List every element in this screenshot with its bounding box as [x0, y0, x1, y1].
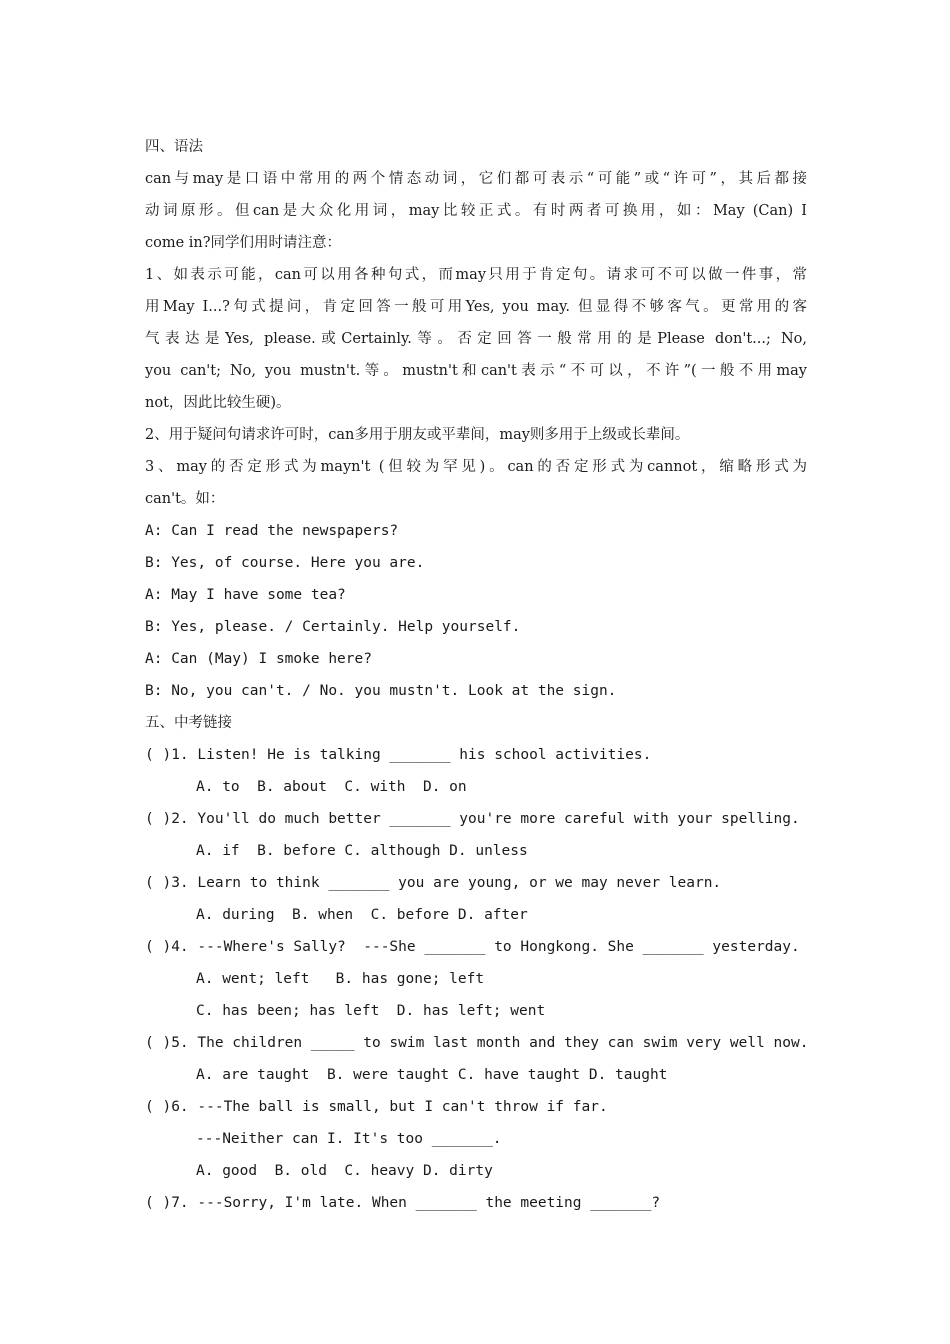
dialog-line: A: May I have some tea? [145, 587, 346, 603]
grammar-point1-line: you can't; No, you mustn't.等。mustn't和can't表示“不可以，不许”(一般不用may [145, 363, 807, 379]
grammar-point2: 2、用于疑问句请求许可时，can多用于朋友或平辈间，may则多用于上级或长辈间。 [145, 427, 690, 443]
dialog-line: B: Yes, of course. Here you are. [145, 555, 425, 571]
grammar-point1-line: 用May I...?句式提问，肯定回答一般可用Yes, you may. 但显得不够客气。更常用的客 [145, 299, 807, 315]
question-options: ---Neither can I. It's too _______. [196, 1131, 502, 1147]
question-stem: ( )7. ---Sorry, I'm late. When _______ the meeting _______? [145, 1195, 661, 1211]
exam-heading: 五、中考链接 [145, 715, 232, 731]
grammar-intro-line: come in?同学们用时请注意： [145, 235, 342, 251]
question-stem: ( )2. You'll do much better _______ you're more careful with your spelling. [145, 811, 800, 827]
grammar-point1-line: not，因此比较生硬)。 [145, 395, 291, 411]
grammar-point1-line: 1、如表示可能，can可以用各种句式，而may只用于肯定句。请求可不可以做一件事，常 [145, 267, 807, 283]
question-options: A. good B. old C. heavy D. dirty [196, 1163, 493, 1179]
grammar-point3-line: 3、may的否定形式为mayn't (但较为罕见)。can的否定形式为cannot，缩略形式为 [145, 459, 807, 475]
question-stem: ( )3. Learn to think _______ you are young, or we may never learn. [145, 875, 722, 891]
grammar-heading: 四、语法 [145, 139, 203, 155]
question-stem: ( )4. ---Where's Sally? ---She _______ to Hongkong. She _______ yesterday. [145, 939, 800, 955]
question-stem: ( )5. The children _____ to swim last month and they can swim very well now. [145, 1035, 809, 1051]
question-options: A. went; left B. has gone; left [196, 971, 485, 987]
question-options: C. has been; has left D. has left; went [196, 1003, 546, 1019]
dialog-line: A: Can I read the newspapers? [145, 523, 399, 539]
question-options: A. to B. about C. with D. on [196, 779, 467, 795]
dialog-line: B: No, you can't. / No. you mustn't. Look at the sign. [145, 683, 617, 699]
dialog-line: B: Yes, please. / Certainly. Help yourself. [145, 619, 521, 635]
question-options: A. are taught B. were taught C. have taught D. taught [196, 1067, 668, 1083]
question-options: A. during B. when C. before D. after [196, 907, 528, 923]
grammar-intro-line: 动词原形。但can是大众化用词，may比较正式。有时两者可换用，如：May (Can) I [145, 203, 807, 219]
dialog-line: A: Can (May) I smoke here? [145, 651, 372, 667]
grammar-point3-line: can't。如： [145, 491, 225, 507]
question-stem: ( )6. ---The ball is small, but I can't throw if far. [145, 1099, 608, 1115]
question-options: A. if B. before C. although D. unless [196, 843, 528, 859]
grammar-intro-line: can与may是口语中常用的两个情态动词，它们都可表示“可能”或“许可”，其后都接 [145, 171, 807, 187]
question-stem: ( )1. Listen! He is talking _______ his school activities. [145, 747, 652, 763]
grammar-point1-line: 气表达是Yes, please.或Certainly.等。否定回答一般常用的是Please don't...; No, [145, 331, 807, 347]
